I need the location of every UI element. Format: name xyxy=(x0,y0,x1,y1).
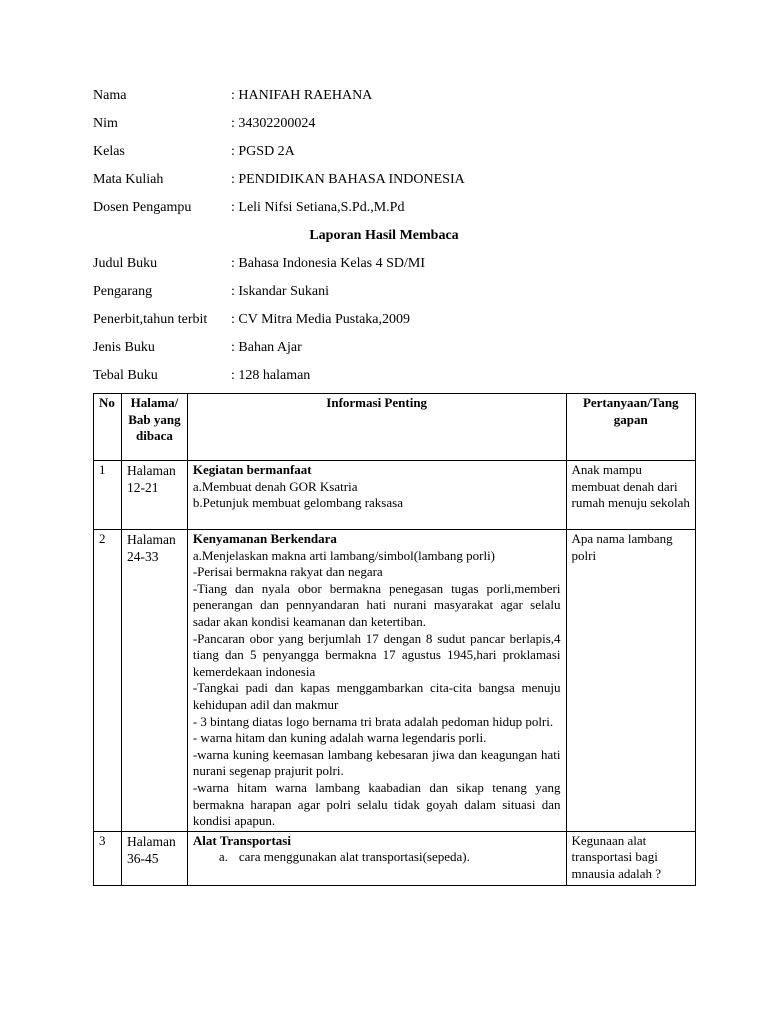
info-title: Kegiatan bermanfaat xyxy=(192,462,312,477)
identity-label: Nama xyxy=(93,88,127,103)
info-line: -Tiang dan nyala obor bermakna penegasan tugas porli,memberi penerangan dan pennyandaran hati nurani masyarakat agar selalu sadar akan kondisi keamanan dan ketertiban. xyxy=(192,580,561,629)
book-value: : 128 halaman xyxy=(231,368,311,383)
row-informasi xyxy=(187,461,566,530)
book-value: : Bahasa Indonesia Kelas 4 SD/MI xyxy=(231,256,426,271)
book-value: : CV Mitra Media Pustaka,2009 xyxy=(231,312,411,327)
info-line: cara menggunakan alat transportasi(sepeda). xyxy=(238,849,470,865)
row-halaman: Halaman 12-21 xyxy=(122,461,188,530)
identity-label: Dosen Pengampu xyxy=(93,200,192,215)
row-halaman: Halaman 24-33 xyxy=(122,530,188,832)
info-line: -Pancaran obor yang berjumlah 17 dengan 8 sudut pancar berlapis,4 tiang dan 5 penyangga bermakna 17 agustus 1945,hari proklamasi kemerdekaan indonesia xyxy=(192,630,561,679)
info-title: Alat Transportasi xyxy=(192,832,291,848)
book-label: Tebal Buku xyxy=(93,368,158,383)
info-line: -Tangkai padi dan kapas menggambarkan cita-cita bangsa menuju kehidupan adil dan makmur xyxy=(192,680,561,712)
row-informasi xyxy=(187,530,566,832)
identity-label: Mata Kuliah xyxy=(93,172,164,187)
identity-value: : HANIFAH RAEHANA xyxy=(231,88,373,103)
row-tanggapan: Anak mampu membuat denah dari rumah menuju sekolah xyxy=(566,461,695,530)
reading-report-table xyxy=(93,393,696,886)
table-row xyxy=(94,461,696,530)
row-number: 2 xyxy=(94,530,122,832)
info-line: a.Menjelaskan makna arti lambang/simbol(lambang porli) xyxy=(192,547,496,563)
identity-value: : PENDIDIKAN BAHASA INDONESIA xyxy=(231,172,465,187)
identity-value: : 34302200024 xyxy=(231,116,316,131)
row-tanggapan: Apa nama lambang polri xyxy=(566,530,695,832)
book-label: Jenis Buku xyxy=(93,340,155,355)
list-marker: a. xyxy=(218,849,228,865)
info-line: -Perisai bermakna rakyat dan negara xyxy=(192,564,383,580)
table-row xyxy=(94,530,696,832)
header-tanggapan: Pertanyaan/Tang gapan xyxy=(566,394,695,461)
report-title: Laporan Hasil Membaca xyxy=(309,228,459,243)
row-halaman: Halaman 36-45 xyxy=(122,831,188,885)
table-row xyxy=(94,831,696,885)
table-header-row xyxy=(94,394,696,461)
header-informasi: Informasi Penting xyxy=(187,394,566,461)
header-halaman: Halama/ Bab yang dibaca xyxy=(122,394,188,461)
info-line: -warna kuning keemasan lambang kebesaran jiwa dan keagungan hati nurani segenap prajurit polri. xyxy=(192,746,561,779)
identity-value: : PGSD 2A xyxy=(231,144,295,159)
info-line: a.Membuat denah GOR Ksatria xyxy=(192,478,358,494)
info-line: - warna hitam dan kuning adalah warna legendaris porli. xyxy=(192,730,487,746)
info-line: - 3 bintang diatas logo bernama tri brata adalah pedoman hidup polri. xyxy=(192,713,554,729)
info-sub-item xyxy=(193,849,561,866)
book-value: : Bahan Ajar xyxy=(231,340,302,355)
identity-value: : Leli Nifsi Setiana,S.Pd.,M.Pd xyxy=(231,200,405,215)
header-no: No xyxy=(94,394,122,461)
info-title: Kenyamanan Berkendara xyxy=(192,531,337,546)
info-line: -warna hitam warna lambang kaabadian dan sikap tenang yang bermakna harapan agar polri selalu tidak goyah dalam situasi dan kondisi apapun. xyxy=(192,779,561,829)
book-label: Pengarang xyxy=(93,284,153,299)
book-value: : Iskandar Sukani xyxy=(231,284,329,299)
info-line: b.Petunjuk membuat gelombang raksasa xyxy=(192,495,403,511)
row-tanggapan: Kegunaan alat transportasi bagi mnausia adalah ? xyxy=(566,831,695,885)
row-number: 1 xyxy=(94,461,122,530)
row-number: 3 xyxy=(94,831,122,885)
identity-label: Nim xyxy=(93,116,118,131)
book-label: Judul Buku xyxy=(93,256,158,271)
identity-label: Kelas xyxy=(93,144,125,159)
book-label: Penerbit,tahun terbit xyxy=(93,312,208,327)
row-informasi xyxy=(187,831,566,885)
